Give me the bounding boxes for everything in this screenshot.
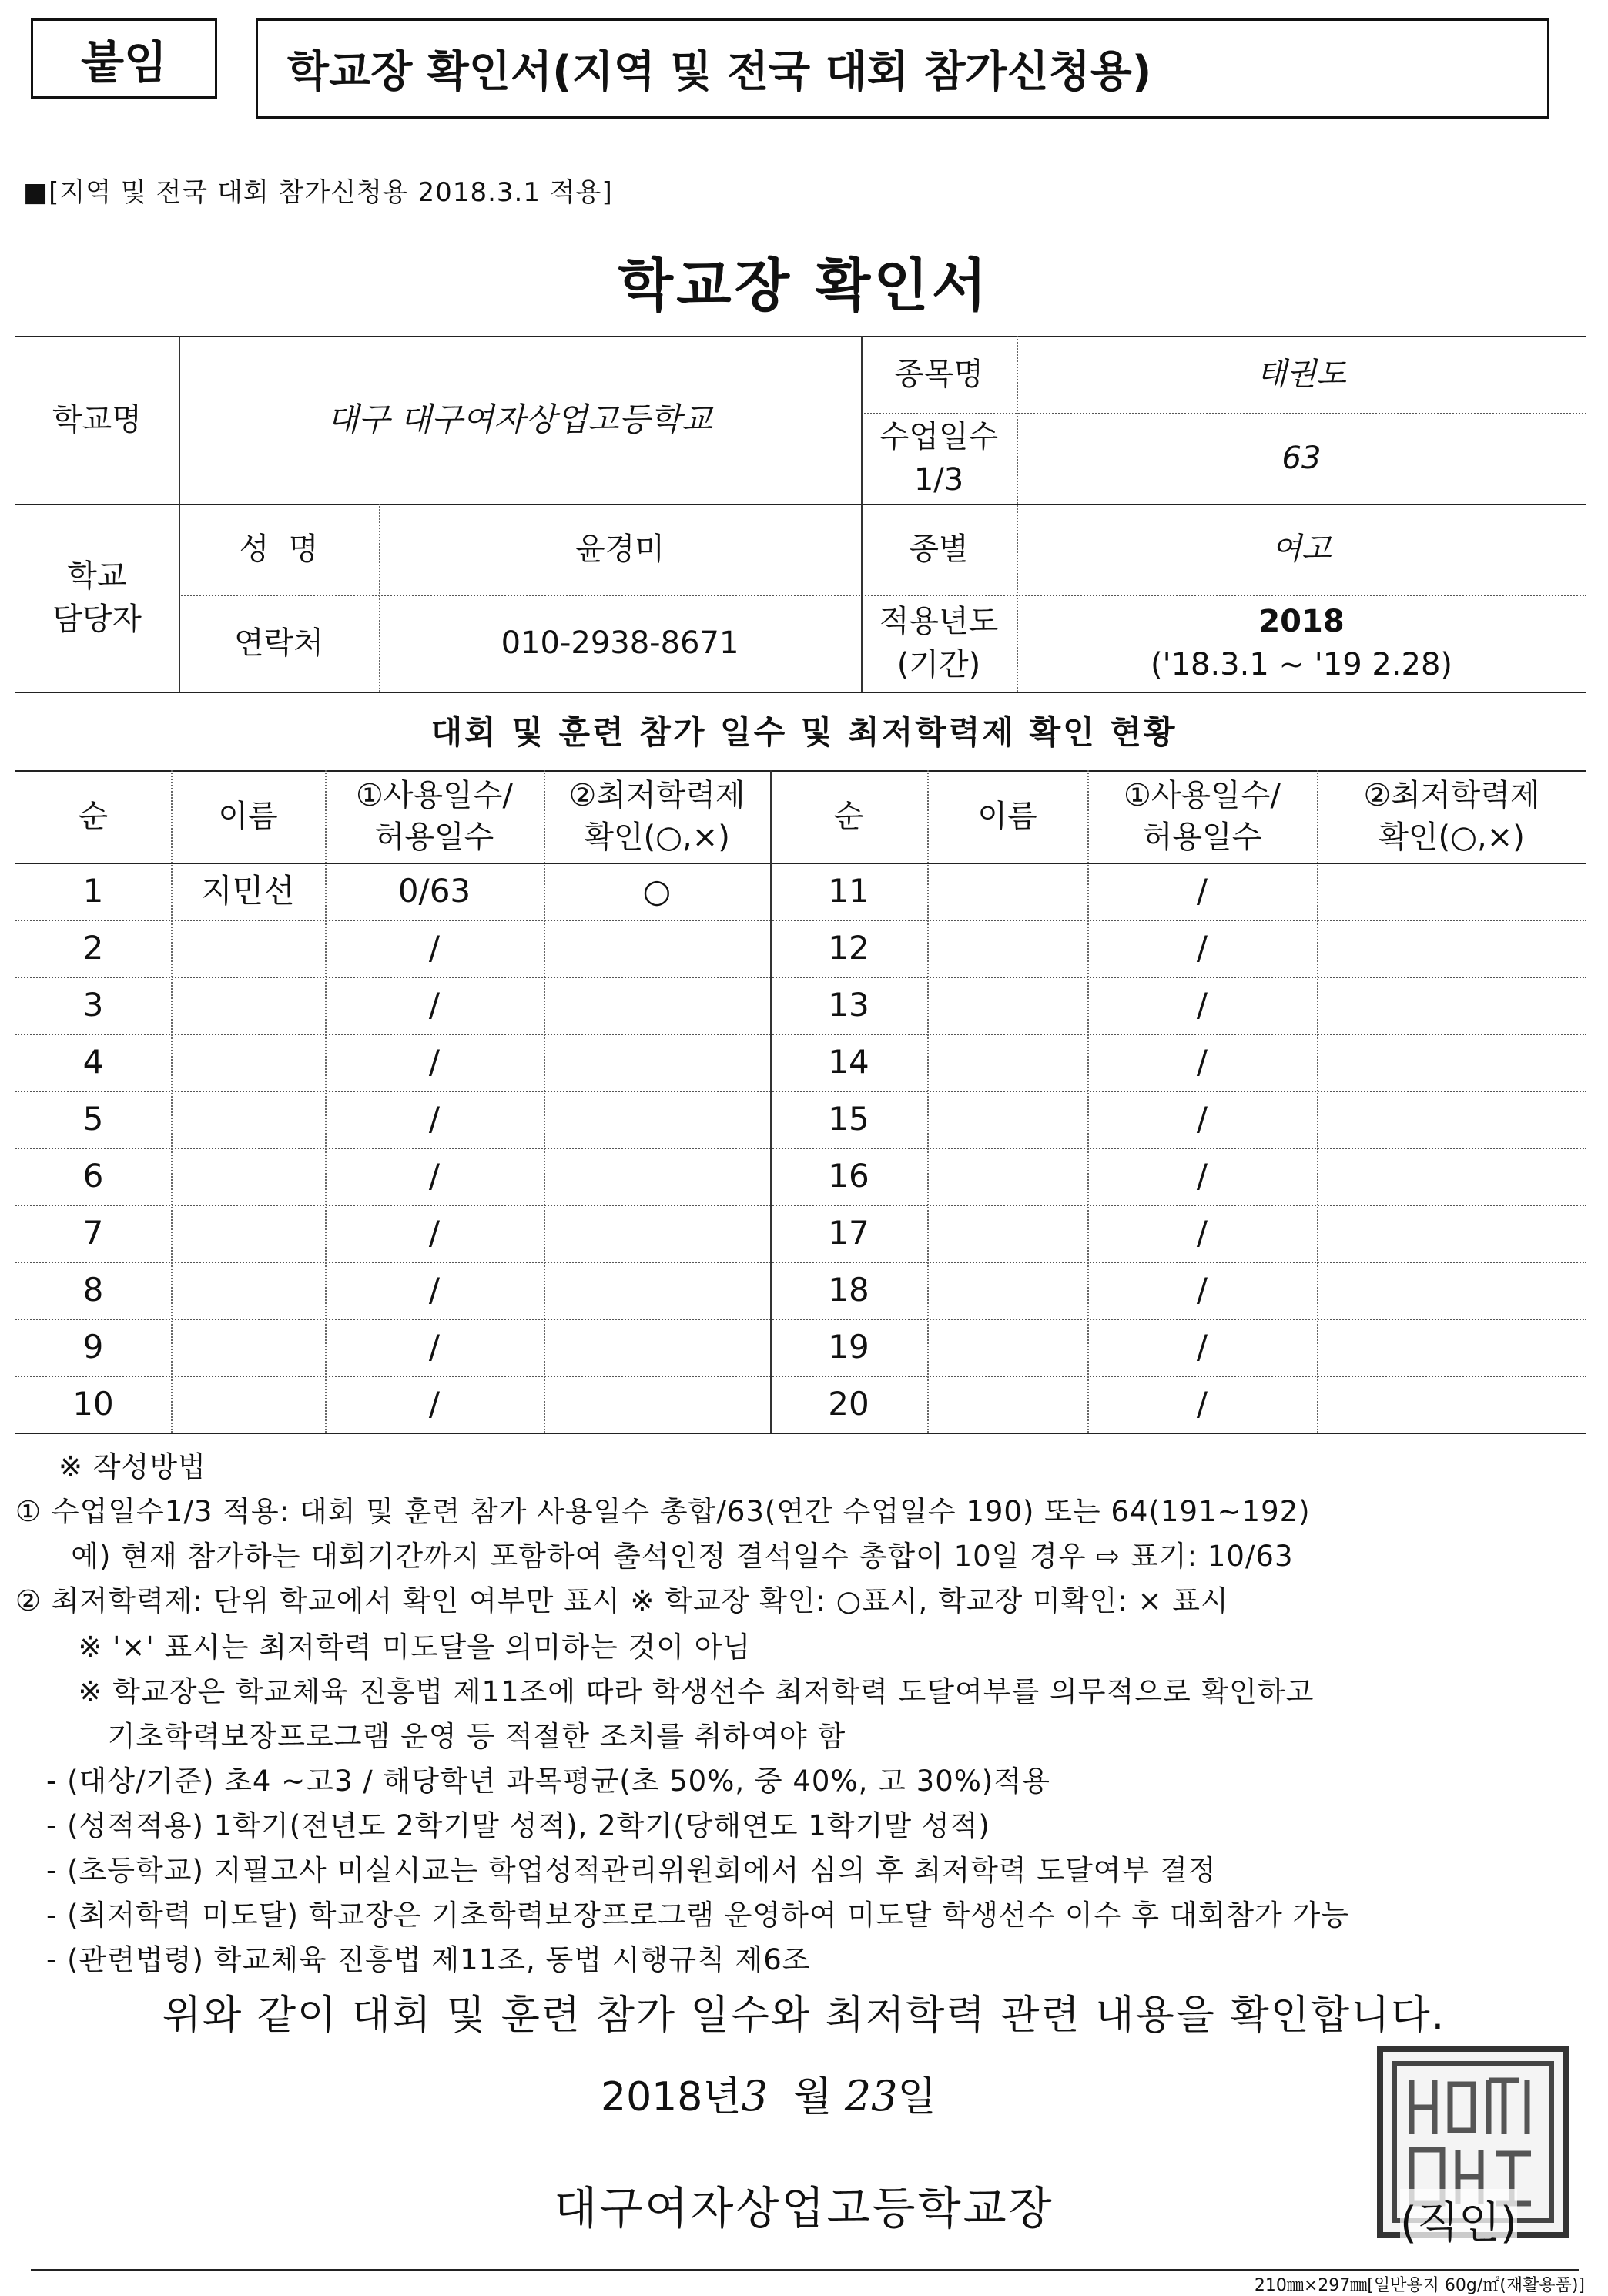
header-name-text: 이름 <box>977 799 1037 834</box>
header-min-achievement <box>544 770 770 863</box>
used-days: / <box>428 1042 441 1081</box>
principal-title: 대구여자상업고등학교장 <box>554 2182 1054 2234</box>
instruction-line: 예) 현재 참가하는 대회기간까지 포함하여 출석인정 결석일수 총합이 10일 경우 ⇨ 표기: 10/63 <box>42 1540 1294 1573</box>
used-days: / <box>428 1099 441 1138</box>
year-value-line1: 2018 <box>1258 604 1345 639</box>
name-value: 윤경미 <box>575 531 665 567</box>
header-name <box>927 770 1087 863</box>
student-name <box>927 1148 1087 1205</box>
instruction-line: - (대상/기준) 초4 ~고3 / 해당학년 과목평균(초 50%, 중 40%, 고 30%)적용 <box>46 1765 1050 1798</box>
date-year: 2018년 <box>601 2074 742 2120</box>
student-name <box>171 1319 325 1376</box>
student-name <box>171 920 325 977</box>
date-month-label: 월 <box>793 2074 832 2120</box>
footer-rule <box>31 2269 1579 2271</box>
instructions-heading: ※ 작성방법 <box>59 1450 206 1483</box>
student-name <box>927 1262 1087 1319</box>
row-number: 10 <box>72 1384 114 1423</box>
row-number: 7 <box>82 1213 104 1252</box>
header-days <box>1087 770 1317 863</box>
row-number: 20 <box>828 1384 869 1423</box>
year-value-line2: ('18.3.1 ~ '19 2.28) <box>1150 647 1453 682</box>
banner-title <box>256 18 1549 119</box>
year-label <box>861 595 1017 692</box>
application-notice: ■[지역 및 전국 대회 참가신청용 2018.3.1 적용] <box>23 177 613 208</box>
min-achievement-check <box>1317 977 1586 1034</box>
student-name <box>171 977 325 1034</box>
class-days-label <box>861 413 1017 504</box>
min-achievement-check <box>544 1319 770 1376</box>
student-name <box>927 863 1087 920</box>
name-label: 성 명 <box>239 531 319 567</box>
row-number: 3 <box>82 985 104 1024</box>
min-achievement-check <box>1317 1034 1586 1091</box>
seal-label: (직인) <box>1400 2189 1517 2251</box>
min-achievement-check <box>1317 1148 1586 1205</box>
class-days-label-line1: 수업일수 <box>879 419 999 454</box>
attachment-label <box>31 18 217 99</box>
row-number: 9 <box>82 1327 104 1366</box>
used-days: / <box>428 1384 441 1423</box>
info-bottom-border <box>15 692 1586 693</box>
student-name <box>927 1205 1087 1262</box>
instruction-line: ※ 학교장은 학교체육 진흥법 제11조에 따라 학생선수 최저학력 도달여부를 의무적으로 확인하고 <box>59 1675 1315 1708</box>
min-achievement-check <box>544 1262 770 1319</box>
contact-person-label-line1: 학교 <box>67 558 127 594</box>
used-days: / <box>1196 1327 1208 1366</box>
student-name <box>927 977 1087 1034</box>
document-title: 학교장 확인서 <box>618 253 990 319</box>
school-name-value: 대구 대구여자상업고등학교 <box>327 400 713 438</box>
student-name: 지민선 <box>201 871 295 910</box>
student-name <box>171 1376 325 1433</box>
row-number: 18 <box>828 1270 869 1309</box>
row-number: 13 <box>828 985 869 1024</box>
table-bottom-border <box>15 1433 1586 1434</box>
header-no <box>770 770 927 863</box>
banner-title-text: 학교장 확인서(지역 및 전국 대회 참가신청용) <box>287 47 1152 97</box>
min-achievement-check <box>544 1148 770 1205</box>
min-achievement-check <box>544 920 770 977</box>
year-label-line2: (기간) <box>896 647 981 682</box>
used-days: / <box>1196 928 1208 967</box>
min-achievement-check <box>1317 1091 1586 1148</box>
instruction-line: ① 수업일수1/3 적용: 대회 및 훈련 참가 사용일수 총합/63(연간 수업일수 190) 또는 64(191~192) <box>15 1495 1311 1528</box>
min-achievement-check: ○ <box>642 871 672 910</box>
row-number: 11 <box>828 871 869 910</box>
school-name-label: 학교명 <box>52 402 142 437</box>
used-days: / <box>428 1327 441 1366</box>
date-month-handwritten: 3 <box>741 2072 768 2120</box>
row-number: 4 <box>82 1042 104 1081</box>
row-number: 17 <box>828 1213 869 1252</box>
contact-person-label <box>15 504 179 692</box>
student-name <box>171 1034 325 1091</box>
row-number: 6 <box>82 1156 104 1195</box>
row-number: 1 <box>82 871 104 910</box>
instruction-line: - (최저학력 미도달) 학교장은 기초학력보장프로그램 운영하여 미도달 학생선수 이수 후 대회참가 가능 <box>46 1899 1350 1932</box>
header-min-achievement-text: ②최저학력제 <box>1363 778 1540 813</box>
header-name-text: 이름 <box>218 799 278 834</box>
min-achievement-check <box>544 977 770 1034</box>
header-days <box>325 770 544 863</box>
header-days-text: ①사용일수/ <box>1124 778 1281 813</box>
instruction-line: ※ '×' 표시는 최저학력 미도달을 의미하는 것이 아님 <box>59 1631 752 1664</box>
used-days: / <box>1196 1099 1208 1138</box>
sport-value: 태권도 <box>1257 357 1346 392</box>
min-achievement-check <box>1317 920 1586 977</box>
class-days-value: 63 <box>1281 441 1322 476</box>
min-achievement-check <box>544 1376 770 1433</box>
header-min-achievement <box>1317 770 1586 863</box>
used-days: / <box>1196 985 1208 1024</box>
instruction-line: - (초등학교) 지필고사 미실시교는 학업성적관리위원회에서 심의 후 최저학력 도달여부 결정 <box>46 1854 1217 1887</box>
row-number: 2 <box>82 928 104 967</box>
date-day-label: 일 <box>897 2074 936 2120</box>
student-name <box>927 1034 1087 1091</box>
header-days-text: 허용일수 <box>1142 820 1262 855</box>
row-number: 8 <box>82 1270 104 1309</box>
attachment-label-text: 붙임 <box>80 36 168 89</box>
used-days: / <box>428 1213 441 1252</box>
instruction-line: ② 최저학력제: 단위 학교에서 확인 여부만 표시 ※ 학교장 확인: ○표시, 학교장 미확인: × 표시 <box>15 1584 1229 1617</box>
used-days: / <box>1196 871 1208 910</box>
row-number: 5 <box>82 1099 104 1138</box>
category-label: 종별 <box>909 531 969 567</box>
min-achievement-check <box>544 1091 770 1148</box>
row-number: 14 <box>828 1042 869 1081</box>
row-number: 15 <box>828 1099 869 1138</box>
student-name <box>171 1205 325 1262</box>
used-days: / <box>428 1156 441 1195</box>
paper-specification: 210㎜×297㎜[일반용지 60g/㎡(재활용품)] <box>1254 2276 1585 2295</box>
student-name <box>927 1319 1087 1376</box>
sport-label: 종목명 <box>894 357 983 392</box>
class-days-label-line2: 1/3 <box>913 462 964 498</box>
issue-date <box>601 2064 936 2122</box>
category-value: 여고 <box>1271 531 1332 567</box>
used-days: / <box>1196 1384 1208 1423</box>
min-achievement-check <box>1317 1319 1586 1376</box>
student-name <box>171 1091 325 1148</box>
header-no <box>15 770 171 863</box>
phone-label: 연락처 <box>234 625 323 661</box>
row-number: 19 <box>828 1327 869 1366</box>
used-days: 0/63 <box>397 871 471 910</box>
year-value <box>1017 595 1586 692</box>
min-achievement-check <box>1317 1376 1586 1433</box>
header-days-text: ①사용일수/ <box>356 778 513 813</box>
header-name <box>171 770 325 863</box>
used-days: / <box>1196 1270 1208 1309</box>
header-days-text: 허용일수 <box>374 820 494 855</box>
student-name <box>927 1376 1087 1433</box>
status-title: 대회 및 훈련 참가 일수 및 최저학력제 확인 현황 <box>430 713 1178 751</box>
header-min-achievement-text: 확인(○,×) <box>584 820 730 855</box>
instruction-line: - (관련법령) 학교체육 진흥법 제11조, 동법 시행규칙 제6조 <box>46 1943 811 1976</box>
date-day-handwritten: 23 <box>844 2072 898 2120</box>
student-name <box>171 1148 325 1205</box>
student-name <box>171 1262 325 1319</box>
year-label-line1: 적용년도 <box>879 604 999 639</box>
row-number: 16 <box>828 1156 869 1195</box>
min-achievement-check <box>1317 1262 1586 1319</box>
min-achievement-check <box>544 1205 770 1262</box>
student-name <box>927 1091 1087 1148</box>
row-number: 12 <box>828 928 869 967</box>
student-name <box>927 920 1087 977</box>
confirmation-statement: 위와 같이 대회 및 훈련 참가 일수와 최저학력 관련 내용을 확인합니다. <box>162 1993 1446 2039</box>
instruction-line: 기초학력보장프로그램 운영 등 적절한 조치를 취하여야 함 <box>59 1720 846 1753</box>
used-days: / <box>1196 1042 1208 1081</box>
used-days: / <box>428 1270 441 1309</box>
header-min-achievement-text: 확인(○,×) <box>1379 820 1525 855</box>
header-no-text: 순 <box>78 799 109 834</box>
used-days: / <box>1196 1213 1208 1252</box>
min-achievement-check <box>1317 863 1586 920</box>
used-days: / <box>428 928 441 967</box>
phone-value: 010-2938-8671 <box>501 625 739 661</box>
min-achievement-check <box>1317 1205 1586 1262</box>
used-days: / <box>1196 1156 1208 1195</box>
min-achievement-check <box>544 1034 770 1091</box>
contact-person-label-line2: 담당자 <box>52 602 142 637</box>
header-min-achievement-text: ②최저학력제 <box>568 778 745 813</box>
header-no-text: 순 <box>833 799 864 834</box>
used-days: / <box>428 985 441 1024</box>
instruction-line: - (성적적용) 1학기(전년도 2학기말 성적), 2학기(당해연도 1학기말 성적) <box>46 1809 990 1842</box>
